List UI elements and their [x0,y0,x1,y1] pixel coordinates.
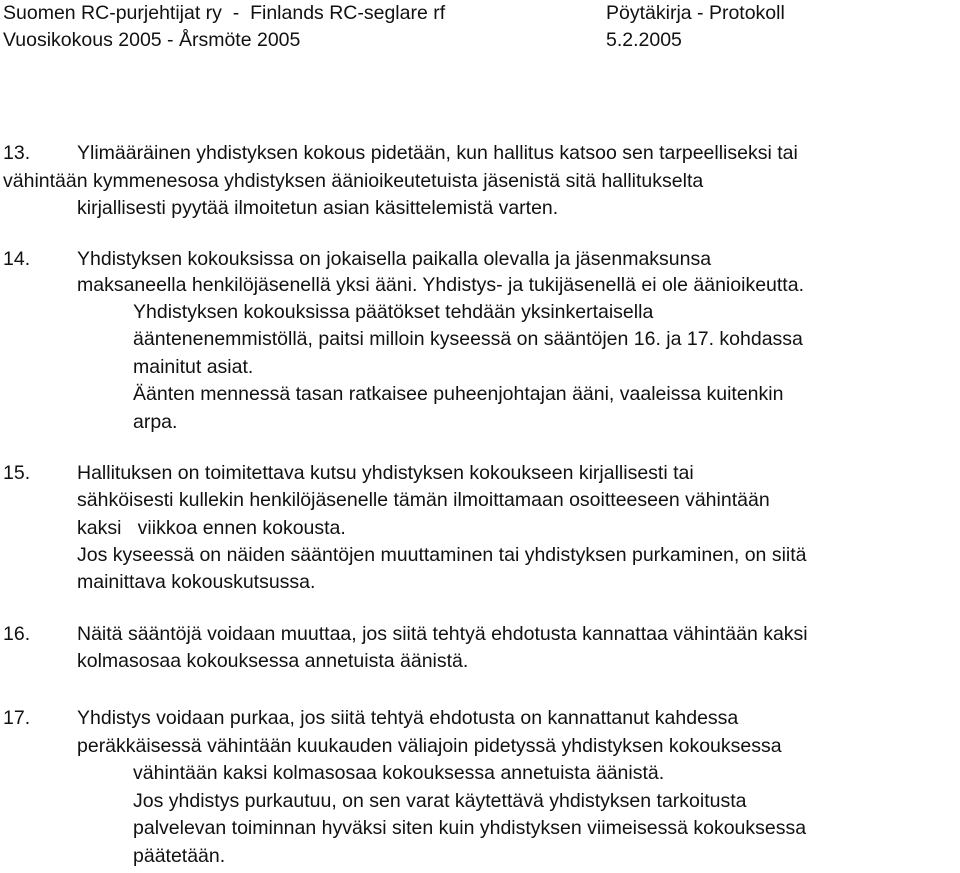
header-meeting: Vuosikokous 2005 - Årsmöte 2005 [3,29,301,51]
section-14-line: Äänten mennessä tasan ratkaisee puheenjohtajan ääni, vaaleissa kuitenkin [133,383,784,405]
section-15-number: 15. [3,462,31,484]
section-16-number: 16. [3,623,31,645]
section-15-line: mainittava kokouskutsussa. [77,571,316,593]
section-15-line: kaksi viikkoa ennen kokousta. [77,517,346,539]
section-17-line: Jos yhdistys purkautuu, on sen varat käytettävä yhdistyksen tarkoitusta [133,790,747,812]
section-14-line: arpa. [133,411,178,433]
section-13-line: kirjallisesti pyytää ilmoitetun asian käsittelemistä varten. [77,197,559,219]
header-document-type: Pöytäkirja - Protokoll [606,2,785,24]
section-16-line: Näitä sääntöjä voidaan muuttaa, jos siitä tehtyä ehdotusta kannattaa vähintään kaksi [77,623,808,645]
section-13-line: vähintään kymmenesosa yhdistyksen äänioikeutetuista jäsenistä sitä hallitukselta [3,170,704,192]
section-15-line: Jos kyseessä on näiden sääntöjen muuttaminen tai yhdistyksen purkaminen, on siitä [77,544,807,566]
section-14-line: mainitut asiat. [133,356,254,378]
section-16-line: kolmasosaa kokouksessa annetuista äänistä. [77,650,469,672]
header-organization: Suomen RC-purjehtijat ry - Finlands RC-seglare rf [3,2,446,24]
section-17-number: 17. [3,707,31,729]
section-13-number: 13. [3,142,31,164]
section-14-line: ääntenenemmistöllä, paitsi milloin kyseessä on sääntöjen 16. ja 17. kohdassa [133,328,803,350]
section-14-number: 14. [3,248,31,270]
section-14-line: Yhdistyksen kokouksissa on jokaisella paikalla olevalla ja jäsenmaksunsa [77,248,712,270]
header-date: 5.2.2005 [606,29,682,51]
section-15-line: sähköisesti kullekin henkilöjäsenelle tämän ilmoittamaan osoitteeseen vähintään [77,489,770,511]
section-14-line: maksaneella henkilöjäsenellä yksi ääni. Yhdistys- ja tukijäsenellä ei ole äänioikeutta. [77,274,804,296]
section-17-line: Yhdistys voidaan purkaa, jos siitä tehtyä ehdotusta on kannattanut kahdessa [77,707,739,729]
section-17-line: palvelevan toiminnan hyväksi siten kuin yhdistyksen viimeisessä kokouksessa [133,817,807,839]
section-14-line: Yhdistyksen kokouksissa päätökset tehdään yksinkertaisella [133,301,654,323]
section-17-line: päätetään. [133,845,226,867]
section-13-line: Ylimääräinen yhdistyksen kokous pidetään, kun hallitus katsoo sen tarpeelliseksi tai [77,142,798,164]
section-17-line: peräkkäisessä vähintään kuukauden väliajoin pidetyssä yhdistyksen kokouksessa [77,735,782,757]
section-15-line: Hallituksen on toimitettava kutsu yhdistyksen kokoukseen kirjallisesti tai [77,462,694,484]
section-17-line: vähintään kaksi kolmasosaa kokouksessa annetuista äänistä. [133,762,665,784]
